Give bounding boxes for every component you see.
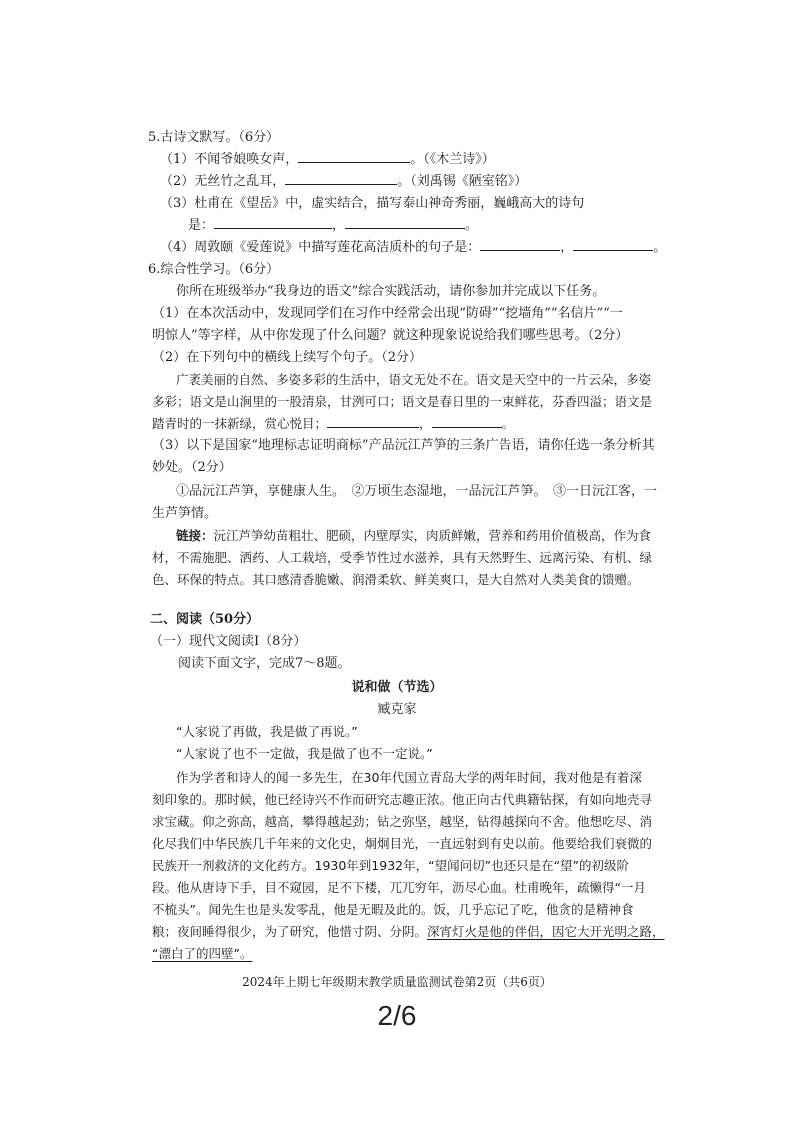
q5-item3-line1: （3）杜甫在《望岳》中，虚实结合，描写泰山神奇秀丽，巍峨高大的诗句 <box>160 196 585 211</box>
article-paragraph-1: “人家说了再做，我是做了再说。” <box>176 724 358 739</box>
q5-item1-suffix: 。（《木兰诗》） <box>410 152 495 167</box>
page-footer: 2024年上期七年级期末教学质量监测试卷第2页（共6页） <box>242 975 552 989</box>
q6-sub2-passage-suffix: 。 <box>501 416 515 431</box>
q5-item3-prefix: 是： <box>188 218 215 233</box>
q6-sub2-passage-prefix: 踏青时的一抹新绿，赏心悦目； <box>152 416 328 431</box>
answer-blank[interactable] <box>480 238 560 251</box>
q6-link-line1 <box>176 526 651 546</box>
q6-sub2-passage-line1: 广袤美丽的自然、多姿多彩的生活中，语文无处不在。语文是天空中的一片云朵，多姿 <box>176 372 652 387</box>
article-paragraph-3-line: 不梳头”。闻先生也是头发零乱，他是无暇及此的。饭，几乎忘记了吃，他贪的是精神食 <box>152 902 634 917</box>
q5-item4-mid: ， <box>560 240 574 255</box>
article-paragraph-3-line: 民族开一剂救济的文化药方。1930年到1932年，“望闻问切”也还只是在“望”的初级阶 <box>152 858 630 873</box>
q6-sub3-line2: 妙处。（2分） <box>152 460 232 475</box>
q6-link-label: 链接： <box>176 528 214 543</box>
article-paragraph-3-line <box>152 922 665 942</box>
q6-slogans-line2: 生芦笋情。 <box>152 506 218 521</box>
article-paragraph-3-line: 化尽我们中华民族几千年来的文化史，炯炯目光，一直远射到有史以前。他要给我们衰微的 <box>152 836 653 851</box>
q5-item2-suffix: 。（刘禹锡《陋室铭》） <box>397 174 528 189</box>
section2-instruction: 阅读下面文字，完成7～8题。 <box>178 656 351 671</box>
q6-sub3-line1: （3）以下是国家“地理标志证明商标”产品沅江芦笋的三条广告语，请你任选一条分析其 <box>152 438 655 453</box>
q6-sub2-passage-mid: ， <box>419 416 432 431</box>
article-paragraph-3-line: 求宝藏。仰之弥高，越高，攀得越起劲；钻之弥坚，越坚，钻得越探向不舍。他想吃尽、消 <box>152 814 653 829</box>
answer-blank[interactable] <box>298 150 410 163</box>
article-text: 粮；夜间睡得很少，为了研究，他惜寸阴、分阴。 <box>152 924 428 939</box>
section2-subtitle: （一）现代文阅读Ⅰ（8分） <box>150 634 307 649</box>
answer-blank[interactable] <box>214 216 332 229</box>
q6-link-text: 沅江芦笋幼苗粗壮、肥硕，内壁厚实，肉质鲜嫩，营养和药用价值极高，作为食 <box>213 528 652 543</box>
answer-blank[interactable] <box>327 415 419 428</box>
q6-sub2-passage-line2: 多彩；语文是山涧里的一股清泉，甘洌可口；语文是春日里的一束鲜花，芬香四溢；语文是 <box>152 394 653 409</box>
q6-link-line2: 材，不需施肥、洒药、人工栽培，受季节性过水滋养，具有天然野生、远离污染、有机、绿 <box>152 550 653 565</box>
q5-item3-suffix: 。 <box>465 218 479 233</box>
answer-blank[interactable] <box>285 172 397 185</box>
article-title: 说和做（节选） <box>351 680 443 695</box>
answer-blank[interactable] <box>345 216 465 229</box>
q5-item1-prefix: （1）不闻爷娘唤女声， <box>160 152 299 167</box>
q5-item3-mid: ， <box>332 218 346 233</box>
q5-item2 <box>160 172 527 192</box>
q6-sub1-line1: （1）在本次活动中，发现同学们在习作中经常会出现“防碍”“挖墙角”“名信片”“一 <box>152 306 623 321</box>
q5-item2-prefix: （2）无丝竹之乱耳， <box>160 174 286 189</box>
q5-item1 <box>160 150 495 170</box>
q6-title: 6.综合性学习。（6分） <box>148 262 280 277</box>
underlined-sentence: 深宵灯火是他的伴侣，因它大开光明之路， <box>427 924 665 939</box>
q6-link-line3: 色、环保的特点。其口感清香脆嫩、润滑柔软、鲜美爽口，是大自然对人类美食的馈赠。 <box>152 572 640 587</box>
q6-slogans-line1: ①品沅江芦笋，享健康人生。 ②万顷生态湿地，一品沅江芦笋。 ③一日沅江客，一 <box>176 484 658 499</box>
page-indicator: 2/6 <box>377 1000 417 1031</box>
q6-intro: 你所在班级举办“我身边的语文”综合实践活动，请你参加并完成以下任务。 <box>176 284 606 299</box>
q6-sub2-passage-line3 <box>152 414 514 434</box>
section2-title: 二、阅读（50分） <box>150 612 260 627</box>
q5-item4 <box>160 238 666 258</box>
answer-blank[interactable] <box>432 415 502 428</box>
q5-item4-prefix: （4）周敦颐《爱莲说》中描写莲花高洁质朴的句子是： <box>160 240 481 255</box>
article-paragraph-3-line: 刻印象的。那时候，他已经诗兴不作而研究志趣正浓。他正向古代典籍钻探，有如向地壳寻 <box>152 792 653 807</box>
article-paragraph-2: “人家说了也不一定做，我是做了也不一定说。” <box>176 746 433 761</box>
q6-sub2-title: （2）在下列句中的横线上续写个句子。（2分） <box>152 350 423 365</box>
q5-item4-suffix: 。 <box>653 240 667 255</box>
article-paragraph-3-line: 作为学者和诗人的闻一多先生，在30年代国立青岛大学的两年时间，我对他是有着深 <box>176 770 642 785</box>
article-author: 臧克家 <box>377 702 417 717</box>
article-paragraph-3-line: 段。他从唐诗下手，目不窥园，足不下楼，兀兀穷年，沥尽心血。杜甫晚年，疏懒得“一月 <box>152 880 646 895</box>
q5-item3-line2 <box>188 216 478 236</box>
answer-blank[interactable] <box>573 238 653 251</box>
q5-title: 5.古诗文默写。（6分） <box>148 130 280 145</box>
q6-sub1-line2: 明惊人”等字样，从中你发现了什么问题？就这种现象说说给我们哪些思考。（2分） <box>152 328 629 343</box>
underlined-sentence-end: “漂白了的四壁”。 <box>152 946 253 961</box>
